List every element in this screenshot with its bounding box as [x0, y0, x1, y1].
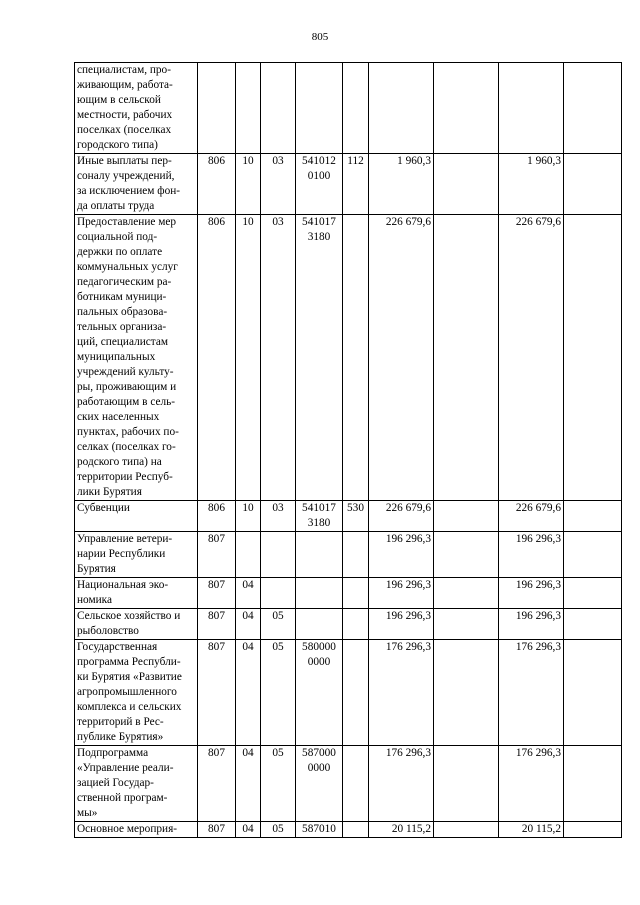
cell-extra [564, 578, 622, 609]
cell-extra [434, 532, 499, 578]
cell-extra [564, 822, 622, 838]
table-row [75, 640, 622, 746]
cell-amount: 196 296,3 [369, 578, 434, 609]
cell-extra [564, 640, 622, 746]
cell-subsection: 05 [261, 640, 296, 746]
cell-target-article [296, 532, 343, 578]
cell-expense-type [343, 746, 369, 822]
cell-expense-type [343, 822, 369, 838]
cell-amount-total: 1 960,3 [499, 154, 564, 215]
cell-amount-total: 226 679,6 [499, 215, 564, 501]
cell-target-article: 587000 0000 [296, 746, 343, 822]
table-row [75, 746, 622, 822]
cell-extra [564, 609, 622, 640]
cell-extra [434, 640, 499, 746]
cell-expense-type [343, 63, 369, 154]
cell-target-article [296, 63, 343, 154]
cell-subsection: 05 [261, 746, 296, 822]
cell-ministry-code: 807 [198, 532, 236, 578]
cell-amount-total: 196 296,3 [499, 532, 564, 578]
table-row [75, 578, 622, 609]
cell-amount: 226 679,6 [369, 215, 434, 501]
cell-ministry-code: 807 [198, 609, 236, 640]
cell-amount-total: 20 115,2 [499, 822, 564, 838]
cell-expense-type [343, 609, 369, 640]
cell-name: Основное мероприя- [75, 822, 198, 838]
cell-extra [564, 746, 622, 822]
cell-section: 10 [236, 215, 261, 501]
cell-ministry-code: 807 [198, 746, 236, 822]
cell-amount: 176 296,3 [369, 746, 434, 822]
cell-target-article: 587010 [296, 822, 343, 838]
cell-extra [434, 746, 499, 822]
cell-amount [369, 63, 434, 154]
cell-section: 04 [236, 609, 261, 640]
cell-subsection: 03 [261, 215, 296, 501]
cell-ministry-code [198, 63, 236, 154]
cell-ministry-code: 807 [198, 578, 236, 609]
table-row [75, 501, 622, 532]
cell-target-article [296, 609, 343, 640]
cell-extra [564, 63, 622, 154]
cell-amount: 1 960,3 [369, 154, 434, 215]
cell-ministry-code: 807 [198, 822, 236, 838]
cell-target-article: 541012 0100 [296, 154, 343, 215]
cell-ministry-code: 806 [198, 501, 236, 532]
cell-target-article: 541017 3180 [296, 215, 343, 501]
cell-section: 04 [236, 822, 261, 838]
cell-name: Предоставление мер социальной под- держки по оплате коммунальных услуг педагогическим ра- ботникам муници- пальных образова- тельных организа- ций, специалистам муниципальных учреждений культу- ры, проживающим и работающим в сель- ских населенных пунктах, рабочих по- селках (поселках го- родского типа) на территории Респуб- лики Бурятия [75, 215, 198, 501]
table-row [75, 154, 622, 215]
cell-section: 04 [236, 640, 261, 746]
page-number: 805 [311, 31, 329, 43]
cell-extra [434, 578, 499, 609]
cell-amount-total: 226 679,6 [499, 501, 564, 532]
cell-name: специалистам, про- живающим, работа- ющим в сельской местности, рабочих поселках (поселках городского типа) [75, 63, 198, 154]
cell-section [236, 63, 261, 154]
table-row [75, 609, 622, 640]
cell-subsection [261, 578, 296, 609]
cell-extra [434, 822, 499, 838]
cell-amount-total: 176 296,3 [499, 746, 564, 822]
cell-amount-total: 196 296,3 [499, 609, 564, 640]
cell-amount: 196 296,3 [369, 609, 434, 640]
cell-name: Субвенции [75, 501, 198, 532]
cell-name: Государственная программа Республи- ки Бурятия «Развитие агропромышленного комплекса и сельских территорий в Рес- публике Бурятия» [75, 640, 198, 746]
cell-section: 04 [236, 746, 261, 822]
cell-amount-total: 176 296,3 [499, 640, 564, 746]
cell-subsection: 05 [261, 609, 296, 640]
cell-expense-type [343, 640, 369, 746]
cell-name: Иные выплаты пер- соналу учреждений, за исключением фон- да оплаты труда [75, 154, 198, 215]
cell-extra [564, 215, 622, 501]
cell-expense-type: 112 [343, 154, 369, 215]
cell-expense-type [343, 215, 369, 501]
cell-extra [434, 609, 499, 640]
cell-subsection: 05 [261, 822, 296, 838]
cell-name: Управление ветери- нарии Республики Бурятия [75, 532, 198, 578]
cell-target-article: 580000 0000 [296, 640, 343, 746]
table-row [75, 63, 622, 154]
cell-extra [564, 154, 622, 215]
cell-extra [434, 154, 499, 215]
cell-name: Подпрограмма «Управление реали- зацией Государ- ственной програм- мы» [75, 746, 198, 822]
cell-ministry-code: 806 [198, 215, 236, 501]
cell-extra [434, 215, 499, 501]
cell-amount: 226 679,6 [369, 501, 434, 532]
cell-ministry-code: 807 [198, 640, 236, 746]
cell-name: Сельское хозяйство и рыболовство [75, 609, 198, 640]
cell-section: 04 [236, 578, 261, 609]
cell-name: Национальная эко- номика [75, 578, 198, 609]
cell-amount-total: 196 296,3 [499, 578, 564, 609]
cell-expense-type: 530 [343, 501, 369, 532]
cell-amount: 20 115,2 [369, 822, 434, 838]
cell-target-article [296, 578, 343, 609]
cell-amount: 176 296,3 [369, 640, 434, 746]
cell-expense-type [343, 578, 369, 609]
cell-expense-type [343, 532, 369, 578]
budget-table [74, 62, 622, 838]
cell-amount-total [499, 63, 564, 154]
cell-subsection [261, 532, 296, 578]
cell-ministry-code: 806 [198, 154, 236, 215]
table-row [75, 532, 622, 578]
cell-section: 10 [236, 501, 261, 532]
cell-subsection [261, 63, 296, 154]
cell-target-article: 541017 3180 [296, 501, 343, 532]
cell-extra [564, 501, 622, 532]
table-row [75, 822, 622, 838]
cell-amount: 196 296,3 [369, 532, 434, 578]
cell-extra [434, 501, 499, 532]
cell-subsection: 03 [261, 154, 296, 215]
cell-extra [564, 532, 622, 578]
cell-section [236, 532, 261, 578]
table-row [75, 215, 622, 501]
cell-subsection: 03 [261, 501, 296, 532]
cell-extra [434, 63, 499, 154]
cell-section: 10 [236, 154, 261, 215]
